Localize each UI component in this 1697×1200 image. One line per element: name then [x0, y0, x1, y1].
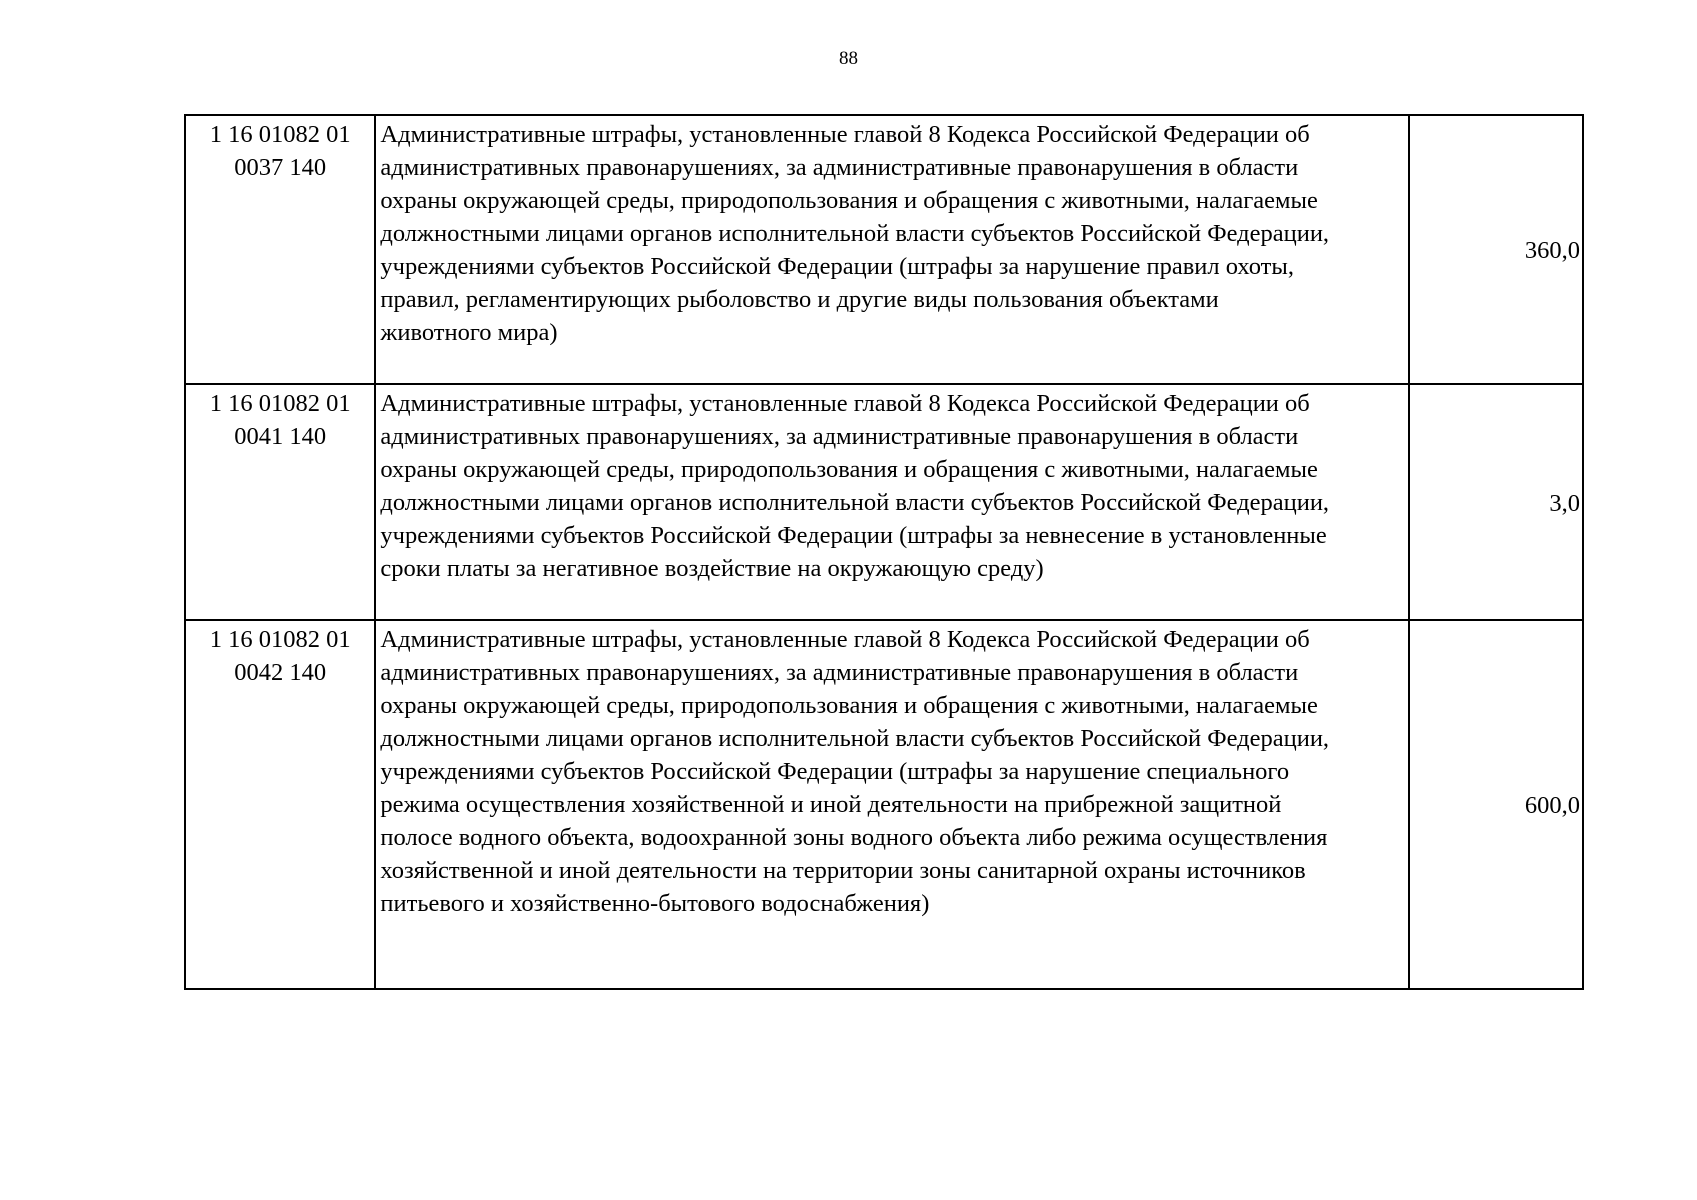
- budget-code-line: 1 16 01082 01: [209, 390, 351, 417]
- description-cell: [375, 620, 1408, 989]
- description-line: Административные штрафы, установленные главой 8 Кодекса Российской Федерации об: [380, 626, 1310, 653]
- description-line: административных правонарушениях, за административные правонарушения в области: [380, 423, 1299, 450]
- description-line: полосе водного объекта, водоохранной зоны водного объекта либо режима осуществления: [380, 824, 1328, 851]
- fines-table: [184, 114, 1584, 990]
- description-line: должностными лицами органов исполнительной власти субъектов Российской Федерации,: [380, 725, 1330, 752]
- description-line: питьевого и хозяйственно-бытового водоснабжения): [380, 890, 930, 917]
- budget-code-cell: [185, 115, 375, 384]
- description-line: Административные штрафы, установленные главой 8 Кодекса Российской Федерации об: [380, 121, 1310, 148]
- description-cell: [375, 115, 1408, 384]
- page-number: 88: [839, 48, 858, 69]
- amount-cell: 3,0: [1409, 384, 1583, 620]
- table-row: [185, 115, 1583, 384]
- description-line: учреждениями субъектов Российской Федерации (штрафы за нарушение правил охоты,: [380, 253, 1294, 280]
- description-line: хозяйственной и иной деятельности на территории зоны санитарной охраны источников: [380, 857, 1306, 884]
- description-line: сроки платы за негативное воздействие на окружающую среду): [380, 555, 1044, 582]
- description-line: учреждениями субъектов Российской Федерации (штрафы за невнесение в установленные: [380, 522, 1327, 549]
- description-line: охраны окружающей среды, природопользования и обращения с животными, налагаемые: [380, 187, 1318, 214]
- budget-code-cell: [185, 384, 375, 620]
- description-line: административных правонарушениях, за административные правонарушения в области: [380, 154, 1299, 181]
- description-line: должностными лицами органов исполнительной власти субъектов Российской Федерации,: [380, 489, 1330, 516]
- budget-code-line: 0037 140: [234, 154, 327, 181]
- table-row: [185, 620, 1583, 989]
- description-line: охраны окружающей среды, природопользования и обращения с животными, налагаемые: [380, 692, 1318, 719]
- budget-code-line: 1 16 01082 01: [209, 626, 351, 653]
- budget-code-line: 1 16 01082 01: [209, 121, 351, 148]
- description-line: режима осуществления хозяйственной и иной деятельности на прибрежной защитной: [380, 791, 1282, 818]
- description-line: Административные штрафы, установленные главой 8 Кодекса Российской Федерации об: [380, 390, 1310, 417]
- budget-code-line: 0041 140: [234, 423, 327, 450]
- amount-cell: 600,0: [1409, 620, 1583, 989]
- description-cell: [375, 384, 1408, 620]
- description-line: животного мира): [380, 319, 558, 346]
- budget-code-line: 0042 140: [234, 659, 327, 686]
- description-line: должностными лицами органов исполнительной власти субъектов Российской Федерации,: [380, 220, 1330, 247]
- budget-code-cell: [185, 620, 375, 989]
- description-line: охраны окружающей среды, природопользования и обращения с животными, налагаемые: [380, 456, 1318, 483]
- description-line: административных правонарушениях, за административные правонарушения в области: [380, 659, 1299, 686]
- amount-cell: 360,0: [1409, 115, 1583, 384]
- description-line: учреждениями субъектов Российской Федерации (штрафы за нарушение специального: [380, 758, 1290, 785]
- table-row: [185, 384, 1583, 620]
- description-line: правил, регламентирующих рыболовство и другие виды пользования объектами: [380, 286, 1219, 313]
